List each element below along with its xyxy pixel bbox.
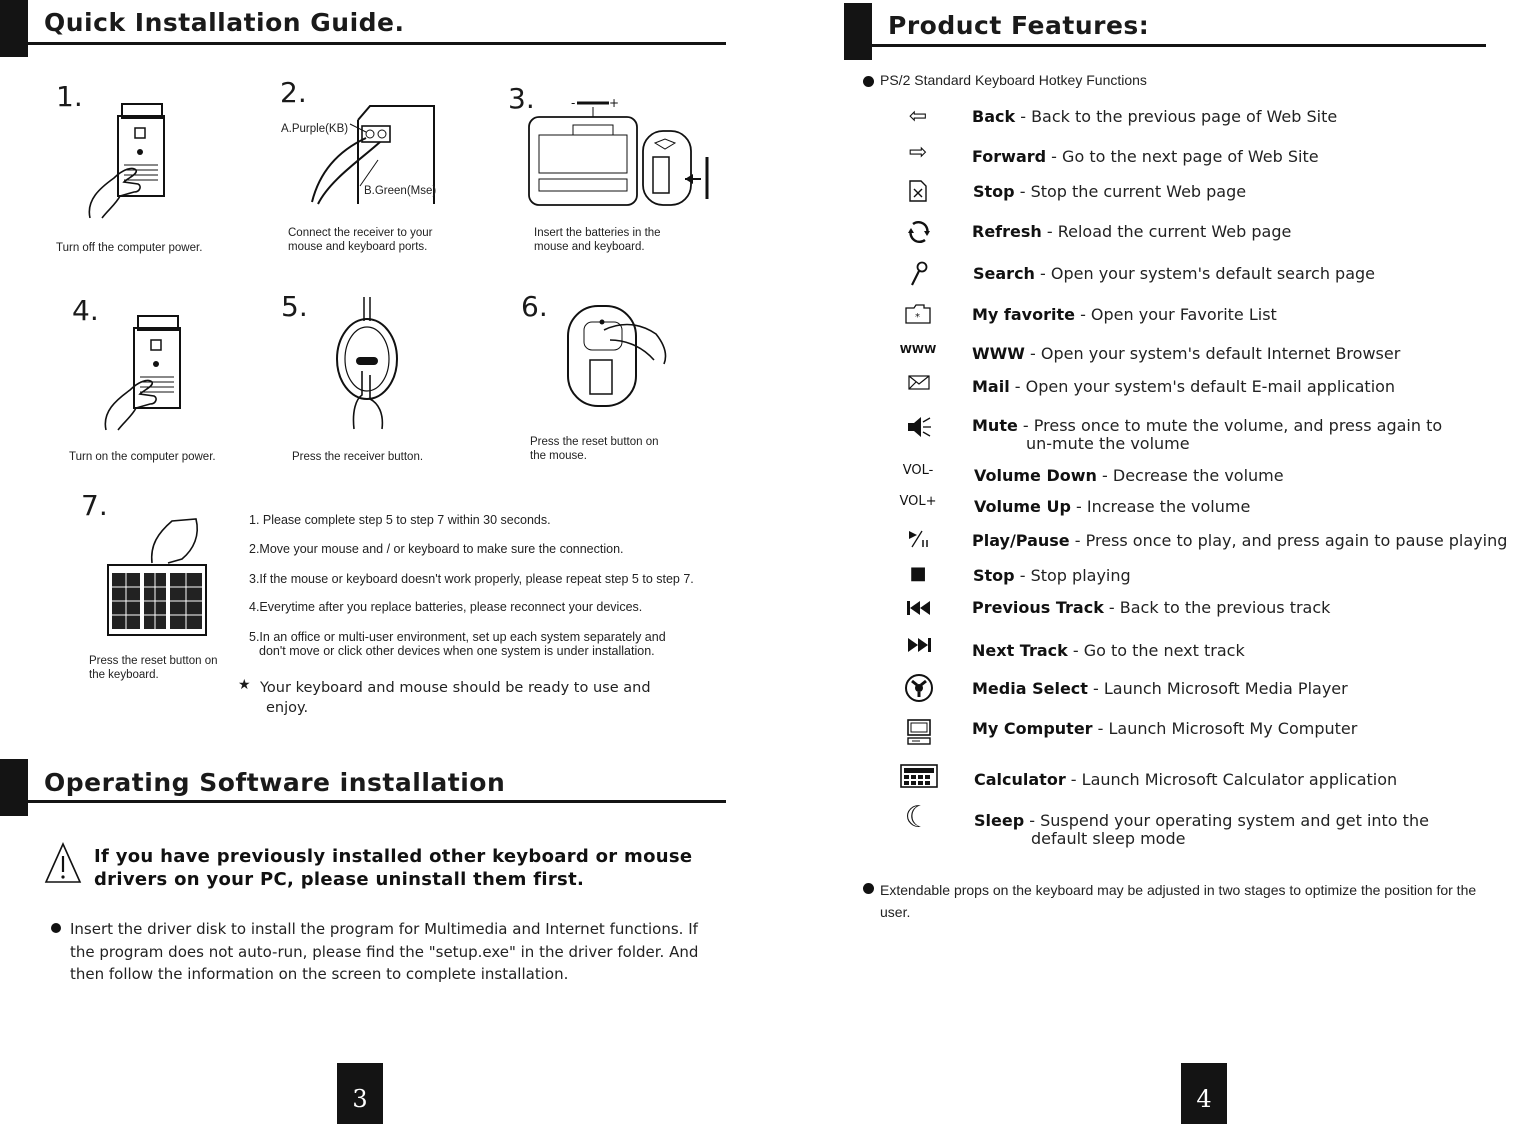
- subhead-bullet-icon: [863, 76, 874, 87]
- feature-search: Search - Open your system's default search page: [973, 264, 1376, 283]
- refresh-icon: [907, 220, 931, 244]
- step-1-number: 1.: [56, 80, 83, 113]
- install-bullet-icon: [51, 923, 61, 933]
- features-title-rule: [872, 44, 1486, 47]
- install-instructions: Insert the driver disk to install the program for Multimedia and Internet functions. If the program does not auto-run, please find the "setup.exe" in the driver folder. And then follow the information on the screen to complete installation.: [70, 920, 699, 983]
- feature-my-favorite: My favorite - Open your Favorite List: [972, 305, 1277, 324]
- step-5-caption: Press the receiver button.: [292, 451, 424, 463]
- step-4-caption: Turn on the computer power.: [69, 451, 216, 463]
- star-icon: ★: [238, 677, 251, 693]
- step-6-caption: Press the reset button on the mouse.: [530, 436, 659, 462]
- features-title: Product Features:: [888, 11, 1150, 40]
- volume-up-icon: VOL+: [899, 494, 937, 509]
- www-icon: WWW: [899, 343, 937, 356]
- software-title: Operating Software installation: [44, 768, 506, 797]
- step-7-keyboard-reset-illustration: [102, 515, 212, 640]
- warning-message: If you have previously installed other keyboard or mouse drivers on your PC, please uninstall them first.: [94, 846, 693, 890]
- feature-stop-playing: Stop - Stop playing: [973, 566, 1131, 585]
- software-title-rule: [28, 800, 726, 803]
- guide-title-rule: [28, 42, 726, 45]
- step-3-caption: Insert the batteries in the mouse and keyboard.: [534, 227, 661, 253]
- step-2-label-a: A.Purple(KB): [281, 123, 349, 135]
- forward-icon: ⇨: [908, 140, 928, 165]
- step-6-mouse-reset-illustration: [560, 300, 675, 415]
- step-7-number: 7.: [81, 489, 108, 522]
- volume-down-icon: VOL-: [902, 463, 934, 478]
- svg-text:+: +: [609, 96, 620, 110]
- feature-play-pause: Play/Pause - Press once to play, and press again to pause playing: [972, 531, 1508, 550]
- features-title-bar: [844, 3, 872, 60]
- feature-refresh: Refresh - Reload the current Web page: [972, 222, 1292, 241]
- feature-mail: Mail - Open your system's default E-mail application: [972, 377, 1396, 396]
- step-7-caption: Press the reset button on the keyboard.: [89, 655, 218, 681]
- note-5: 5.In an office or multi-user environment, set up each system separately and: [249, 630, 666, 644]
- favorite-icon-glyph: *: [915, 312, 920, 323]
- page-number-4: 4: [1181, 1063, 1227, 1124]
- feature-sleep: Sleep - Suspend your operating system and get into the default sleep mode: [974, 811, 1429, 848]
- ready-message: Your keyboard and mouse should be ready to use and enjoy.: [260, 680, 651, 716]
- feature-previous-track: Previous Track - Back to the previous track: [972, 598, 1331, 617]
- back-icon: ⇦: [908, 104, 928, 129]
- props-bullet-icon: [863, 883, 874, 894]
- feature-stop-web: Stop - Stop the current Web page: [973, 182, 1247, 201]
- note-3: 3.If the mouse or keyboard doesn't work properly, please repeat step 5 to step 7.: [249, 572, 694, 586]
- my-computer-icon: [906, 718, 932, 746]
- feature-calculator: Calculator - Launch Microsoft Calculator application: [974, 770, 1398, 789]
- previous-track-icon: [906, 600, 932, 616]
- step-3-battery-illustration: [525, 95, 720, 210]
- step-2-label-b: B.Green(Mse): [364, 185, 437, 197]
- step-1-computer-illustration: [80, 100, 180, 225]
- calculator-icon: [900, 764, 938, 788]
- step-5-receiver-button-illustration: [330, 295, 410, 440]
- page-number-3: 3: [337, 1063, 383, 1124]
- note-1: 1. Please complete step 5 to step 7 within 30 seconds.: [249, 513, 551, 527]
- step-3-number: 3.: [508, 82, 535, 115]
- feature-www: WWW - Open your system's default Internet Browser: [972, 344, 1401, 363]
- stop-play-icon: ■: [909, 563, 927, 584]
- step-1-caption: Turn off the computer power.: [56, 242, 203, 254]
- feature-back: Back - Back to the previous page of Web Site: [972, 107, 1338, 126]
- svg-text:-: -: [571, 96, 576, 110]
- software-title-bar: [0, 759, 28, 816]
- media-select-icon: [904, 673, 934, 703]
- feature-forward: Forward - Go to the next page of Web Site: [972, 147, 1319, 166]
- favorite-icon: [905, 304, 931, 324]
- step-4-computer-illustration: [96, 312, 196, 437]
- mail-icon: [908, 375, 930, 390]
- feature-volume-down: Volume Down - Decrease the volume: [974, 466, 1284, 485]
- feature-mute: Mute - Press once to mute the volume, and press again to un-mute the volume: [972, 416, 1443, 453]
- step-2-caption: Connect the receiver to your mouse and keyboard ports.: [288, 227, 433, 253]
- step-6-number: 6.: [521, 290, 548, 323]
- feature-my-computer: My Computer - Launch Microsoft My Computer: [972, 719, 1358, 738]
- play-pause-icon: [908, 529, 930, 549]
- step-2-number: 2.: [280, 76, 307, 109]
- step-5-number: 5.: [281, 290, 308, 323]
- note-4: 4.Everytime after you replace batteries, please reconnect your devices.: [249, 600, 643, 614]
- props-note: Extendable props on the keyboard may be adjusted in two stages to optimize the position for the user.: [880, 882, 1477, 920]
- guide-title-bar: [0, 0, 28, 57]
- search-icon: [910, 261, 928, 287]
- warning-icon: [44, 842, 82, 884]
- note-2: 2.Move your mouse and / or keyboard to make sure the connection.: [249, 542, 624, 556]
- next-track-icon: [906, 637, 932, 653]
- note-5-continued: don't move or click other devices when one system is under installation.: [259, 644, 655, 658]
- feature-volume-up: Volume Up - Increase the volume: [974, 497, 1251, 516]
- stop-web-icon: [909, 180, 927, 202]
- mute-icon: [906, 414, 932, 440]
- feature-media-select: Media Select - Launch Microsoft Media Player: [972, 679, 1348, 698]
- sleep-icon: ☾: [904, 800, 932, 835]
- guide-title: Quick Installation Guide.: [44, 8, 405, 37]
- feature-next-track: Next Track - Go to the next track: [972, 641, 1245, 660]
- features-subhead: PS/2 Standard Keyboard Hotkey Functions: [880, 72, 1147, 88]
- step-4-number: 4.: [72, 294, 99, 327]
